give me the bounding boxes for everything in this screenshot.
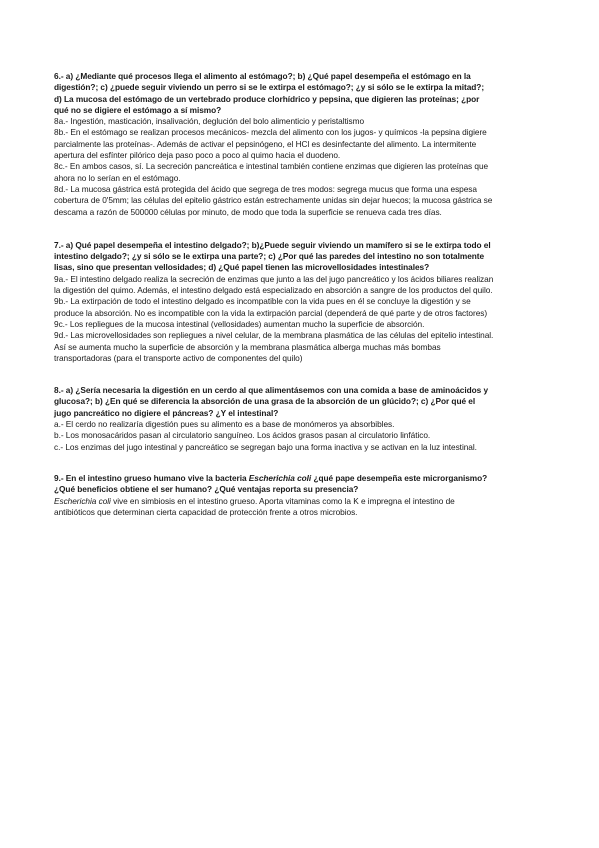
answer-8-a: a.- El cerdo no realizaría digestión pues su alimento es a base de monómeros ya absorbibles.	[54, 419, 395, 430]
answer-8b: 8b.- En el estómago se realizan procesos mecánicos- mezcla del alimento con los jugos- y químicos -la pepsina digiere parcialmente las proteínas-. Además de activar el pepsinógeno, el HCl es desinfectante del alimento. La intermitente apertura del esfínter pilórico deja paso poco a poco al quimo hacia el duodeno.	[54, 127, 487, 161]
section-7	[54, 240, 494, 364]
question-8: 8.- a) ¿Sería necesaria la digestión en un cerdo al que alimentásemos con una comida a base de aminoácidos y glucosa?; b) ¿En qué se diferencia la absorción de una grasa de la absorción de un glúcido?; c) ¿Por qué el jugo pancreático no digiere el páncreas? ¿Y el intestinal?	[54, 385, 489, 418]
question-9	[54, 473, 494, 496]
answer-9c: 9c.- Los repliegues de la mucosa intestinal (vellosidades) aumentan mucho la superficie de absorción.	[54, 318, 425, 329]
section-9	[54, 473, 494, 518]
answer-8c: 8c.- En ambos casos, sí. La secreción pancreática e intestinal también contiene enzimas que digieren las proteínas que ahora no lo serían en el estómago.	[54, 161, 489, 183]
answer-9b: 9b.- La extirpación de todo el intestino delgado es incompatible con la vida pues en él se concluye la digestión y se produce la absorción. No es incompatible con la vida la extirpación parcial (dependerá de qué parte y de otros factores)	[54, 296, 488, 318]
answer-9a: 9a.- El intestino delgado realiza la secreción de enzimas que junto a las del jugo pancreático y los ácidos biliares realizan la digestión del quimo. Además, el intestino delgado está especializado en absorción a sangre de los productos del quilo.	[54, 273, 494, 296]
question-9-text-end: ¿qué pape desempeña este microrganismo? ¿Qué beneficios obtiene el ser humano? ¿Qué ventajas reporta su presencia?	[54, 472, 488, 495]
answer-8-b: b.- Los monosacáridos pasan al circulatorio sanguíneo. Los ácidos grasos pasan al circulatorio linfático.	[54, 430, 431, 441]
question-7: 7.- a) Qué papel desempeña el intestino delgado?; b)¿Puede seguir viviendo un mamífero si se le extirpa todo el intestino delgado?; ¿y si sólo se le extirpa una parte?; c) ¿Por qué las paredes del intestino no son totalmente lisas, sino que presentan vellosidades; d) ¿Qué papel tienen las microvellosidades intestinales?	[54, 239, 491, 273]
question-9-text-start: 9.- En el intestino grueso humano vive la bacteria	[54, 472, 249, 483]
answer-9-species: Escherichia coli	[54, 495, 111, 506]
answer-9d: 9d.- Las microvellosidades son repliegues a nivel celular, de la membrana plasmática de las células del epitelio intestinal. Así se aumenta mucho la superficie de absorción y la membrana plasmática alberga muchas más bombas transportadoras (para el transporte activo de componentes del quilo)	[54, 330, 494, 363]
answer-8-c: c.- Los enzimas del jugo intestinal y pancreático se segregan bajo una forma inactiva y se activan en la luz intestinal.	[54, 441, 477, 452]
answer-8d: 8d.- La mucosa gástrica está protegida del ácido que segrega de tres modos: segrega mucus que forma una espesa cobertura de 0'5mm; las células del epitelio gástrico están estrechamente unidas sin dejar huecos; la mucosa gástrica se descama a razón de 500000 células por minuto, de modo que toda la superficie se renueva cada tres días.	[54, 183, 493, 217]
answer-9-text: vive en simbiosis en el intestino grueso. Aporta vitaminas como la K e impregna el intestino de antibióticos que determinan cierta capacidad de protección frente a otros microbios.	[54, 495, 455, 517]
answer-9	[54, 496, 494, 519]
section-6	[54, 71, 494, 218]
answer-8a: 8a.- Ingestión, masticación, insalivación, deglución del bolo alimenticio y peristaltismo	[54, 116, 365, 127]
document-body	[54, 71, 494, 540]
question-6: 6.- a) ¿Mediante qué procesos llega el alimento al estómago?; b) ¿Qué papel desempeña el estómago en la digestión?; c) ¿puede seguir viviendo un perro si se le extirpa el estómago?; ¿y si sólo se le extirpa la mitad?; d) La mucosa del estómago de un vertebrado produce clorhídrico y pepsina, que digieren las proteínas; ¿por qué no se digiere el estómago a sí mismo?	[54, 71, 485, 115]
question-9-species: Escherichia coli	[248, 472, 312, 483]
section-8	[54, 385, 494, 453]
